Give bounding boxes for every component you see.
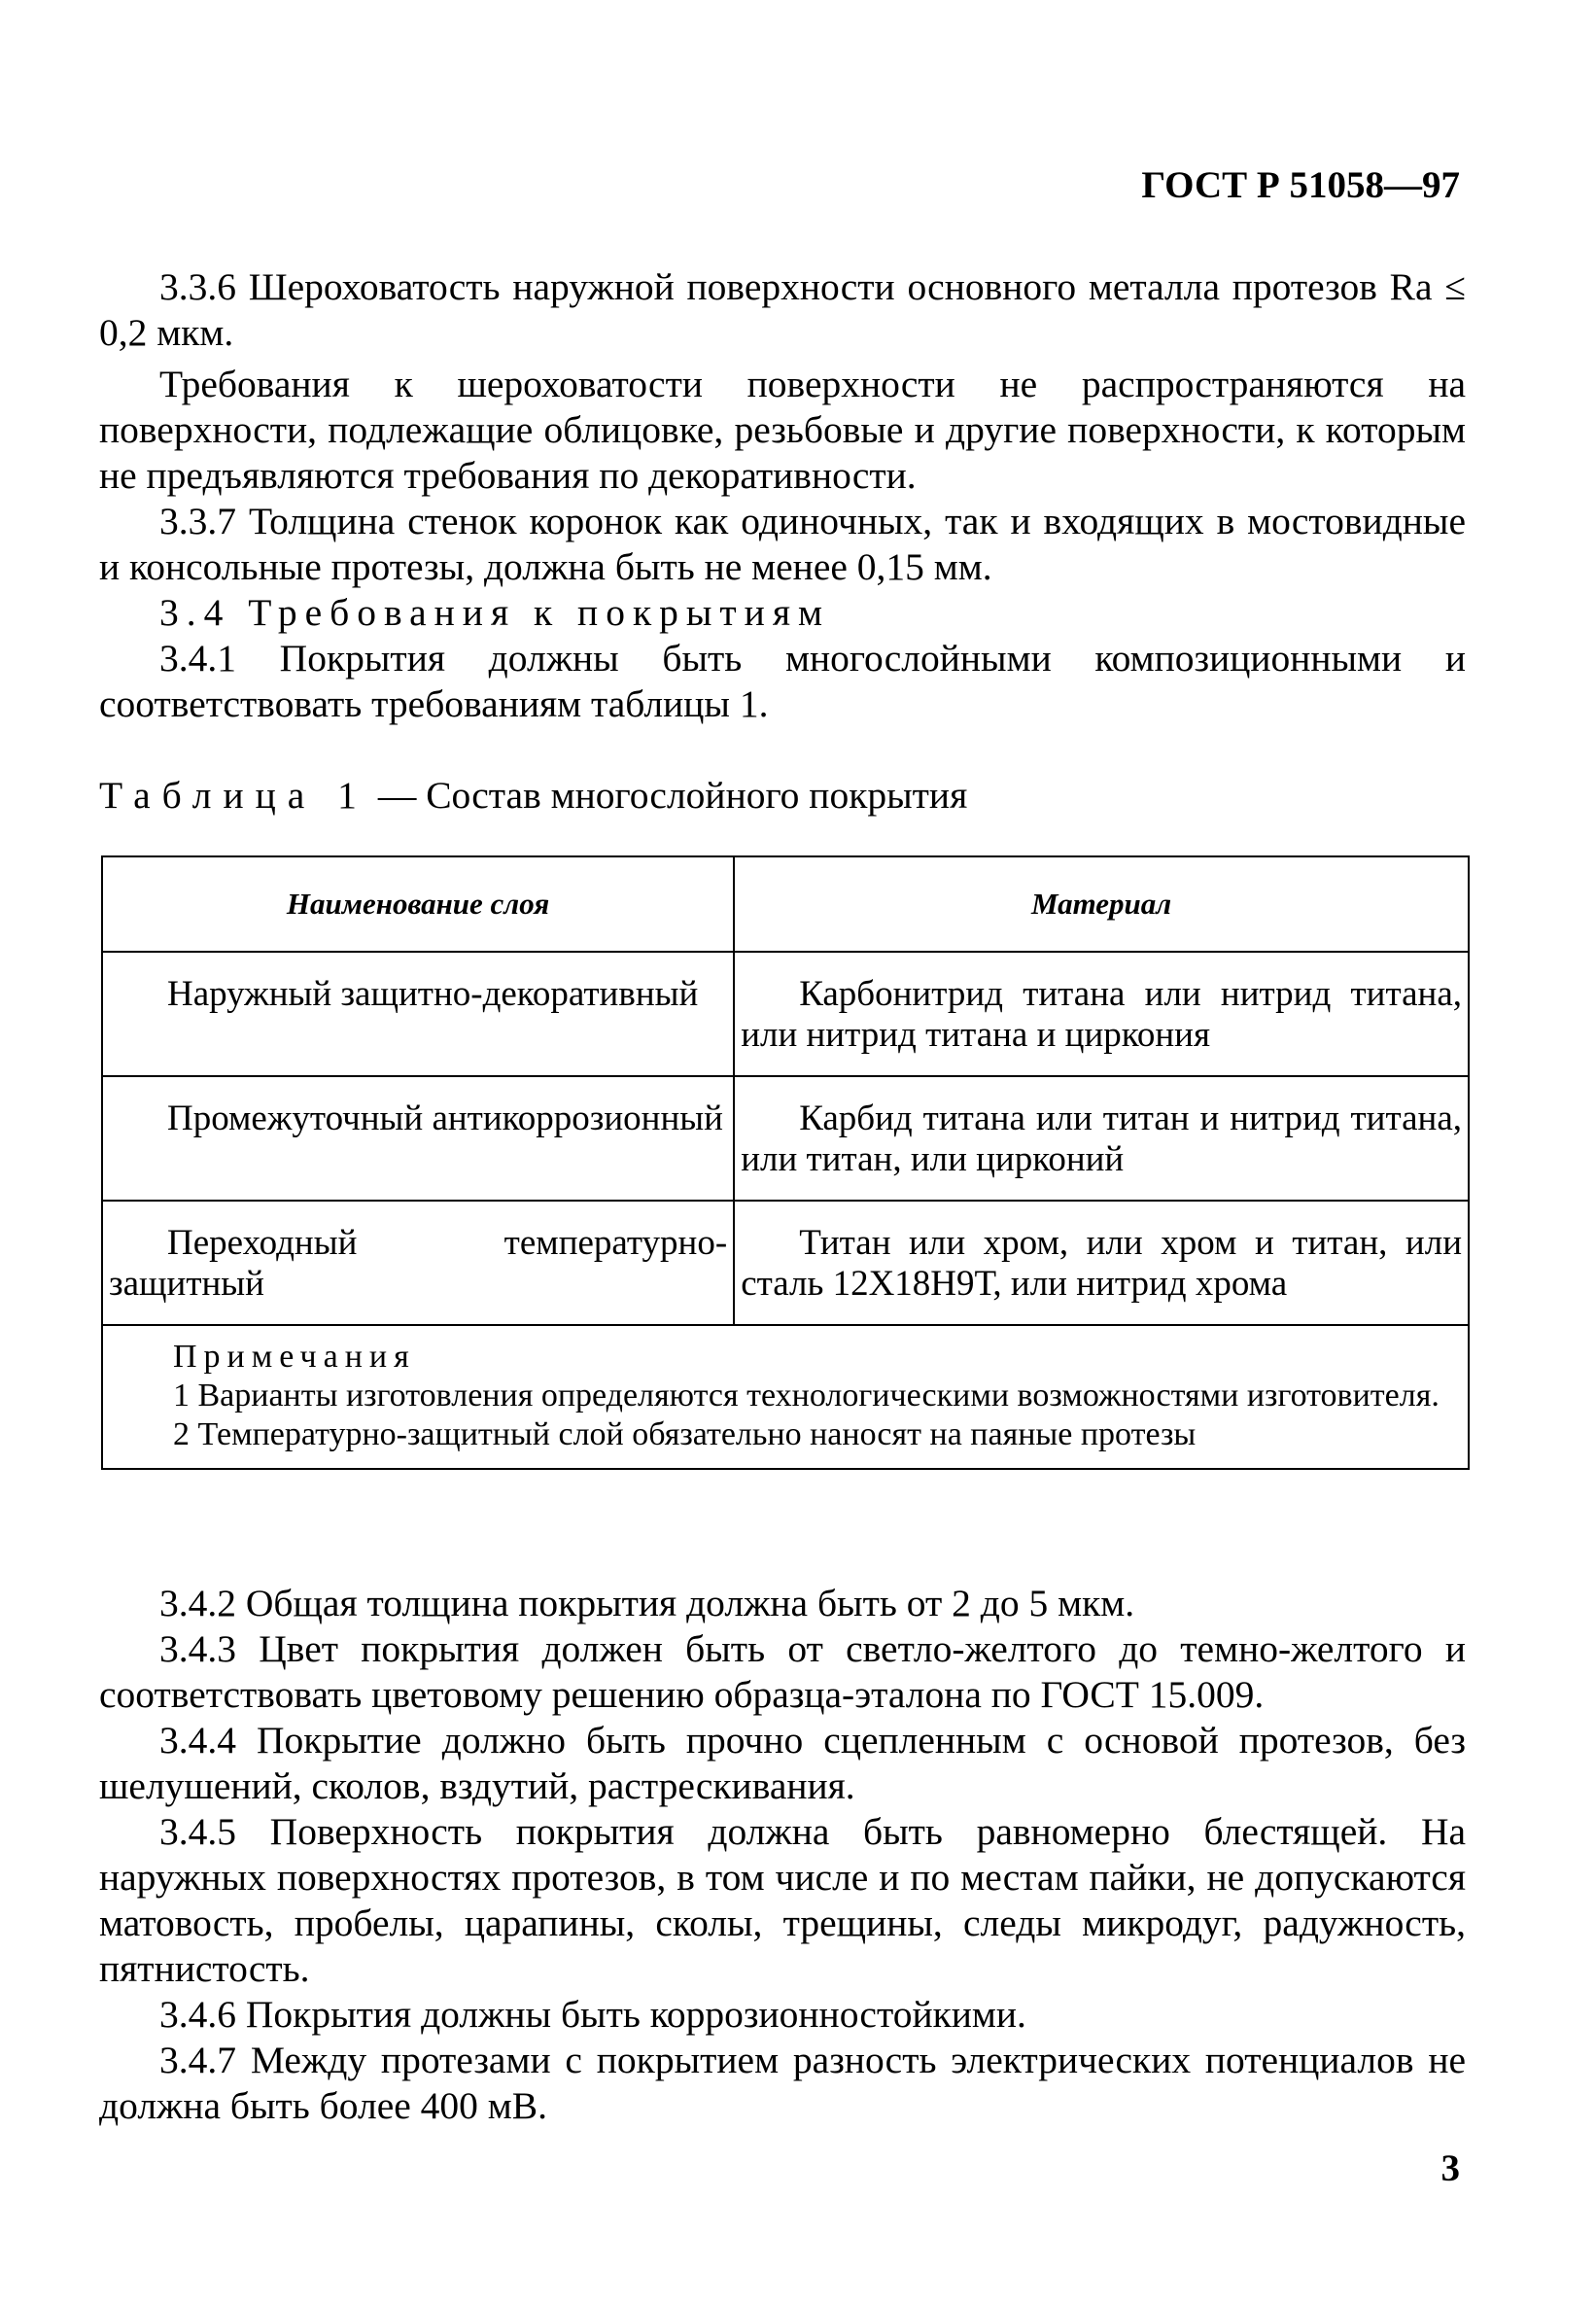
table-row (102, 1201, 1469, 1325)
table-caption (99, 773, 967, 819)
cell-text: Переходный температурно-защитный (109, 1223, 728, 1304)
coating-composition-table (101, 855, 1470, 1470)
cell-text: Наружный защитно-декоративный (167, 974, 699, 1014)
paragraph-3-4-5: 3.4.5 Поверхность покрытия должна быть равномерно блестящей. На наружных поверхностях протезов, в том числе и по местам пайки, не допускаются матовость, пробелы, царапины, сколы, трещины, следы микродуг, радужность, пятнистость. (99, 1810, 1466, 1990)
cell-text: Титан или хром, или хром и титан, или сталь 12Х18Н9Т, или нитрид хрома (741, 1223, 1462, 1304)
notes-title: Примечания (173, 1339, 416, 1375)
column-header-material: Материал (734, 856, 1469, 952)
table-header-row (102, 856, 1469, 952)
text-block-top (99, 264, 1466, 727)
paragraph-3-4-7: 3.4.7 Между протезами с покрытием разность электрических потенциалов не должна быть более 400 мВ. (99, 2039, 1466, 2127)
paragraph-3-4-4: 3.4.4 Покрытие должно быть прочно сцепленным с основой протезов, без шелушений, сколов, вздутий, растрескивания. (99, 1719, 1466, 1807)
table-cell-material (734, 1076, 1469, 1201)
table-cell-layer (102, 1201, 734, 1325)
cell-text: Карбид титана или титан и нитрид титана, или титан, или цирконий (741, 1099, 1462, 1179)
paragraph-3-4-3: 3.4.3 Цвет покрытия должен быть от светло-желтого до темно-желтого и соответствовать цветовому решению образца-эталона по ГОСТ 15.009. (99, 1627, 1466, 1716)
table-notes (102, 1325, 1469, 1469)
table-cell-material (734, 952, 1469, 1076)
document-id: ГОСТ Р 51058—97 (1141, 164, 1460, 206)
table-caption-text: — Состав многослойного покрытия (377, 774, 968, 817)
table-caption-label: Таблица 1 (99, 774, 368, 817)
text-block-bottom (99, 1581, 1466, 2129)
table-row (102, 952, 1469, 1076)
table-row (102, 1076, 1469, 1201)
paragraph-3-3-6: 3.3.6 Шероховатость наружной поверхности основного металла протезов Ra ≤ 0,2 мкм. (99, 265, 1466, 354)
table-cell-layer (102, 952, 734, 1076)
cell-text: Промежуточный антикоррозионный (167, 1099, 723, 1138)
section-heading-3-4: 3.4 Требования к покрытиям (159, 591, 830, 634)
column-header-layer: Наименование слоя (102, 856, 734, 952)
cell-text: Карбонитрид титана или нитрид титана, или нитрид титана и циркония (741, 974, 1462, 1055)
table-cell-layer (102, 1076, 734, 1201)
paragraph-3-4-6: 3.4.6 Покрытия должны быть коррозионностойкими. (159, 1993, 1026, 2036)
table-cell-material (734, 1201, 1469, 1325)
paragraph-roughness-note: Требования к шероховатости поверхности не распространяются на поверхности, подлежащие облицовке, резьбовые и другие поверхности, к которым не предъявляются требования по декоративности. (99, 363, 1466, 497)
paragraph-3-4-2: 3.4.2 Общая толщина покрытия должна быть от 2 до 5 мкм. (159, 1582, 1135, 1624)
page-number: 3 (1440, 2147, 1460, 2189)
table-notes-row (102, 1325, 1469, 1469)
note-item: 1 Варианты изготовления определяются технологическими возможностями изготовителя. (173, 1378, 1440, 1413)
paragraph-3-3-7: 3.3.7 Толщина стенок коронок как одиночных, так и входящих в мостовидные и консольные протезы, должна быть не менее 0,15 мм. (99, 500, 1466, 588)
note-item: 2 Температурно-защитный слой обязательно наносят на паяные протезы (173, 1416, 1197, 1452)
paragraph-3-4-1: 3.4.1 Покрытия должны быть многослойными композиционными и соответствовать требованиям таблицы 1. (99, 637, 1466, 725)
